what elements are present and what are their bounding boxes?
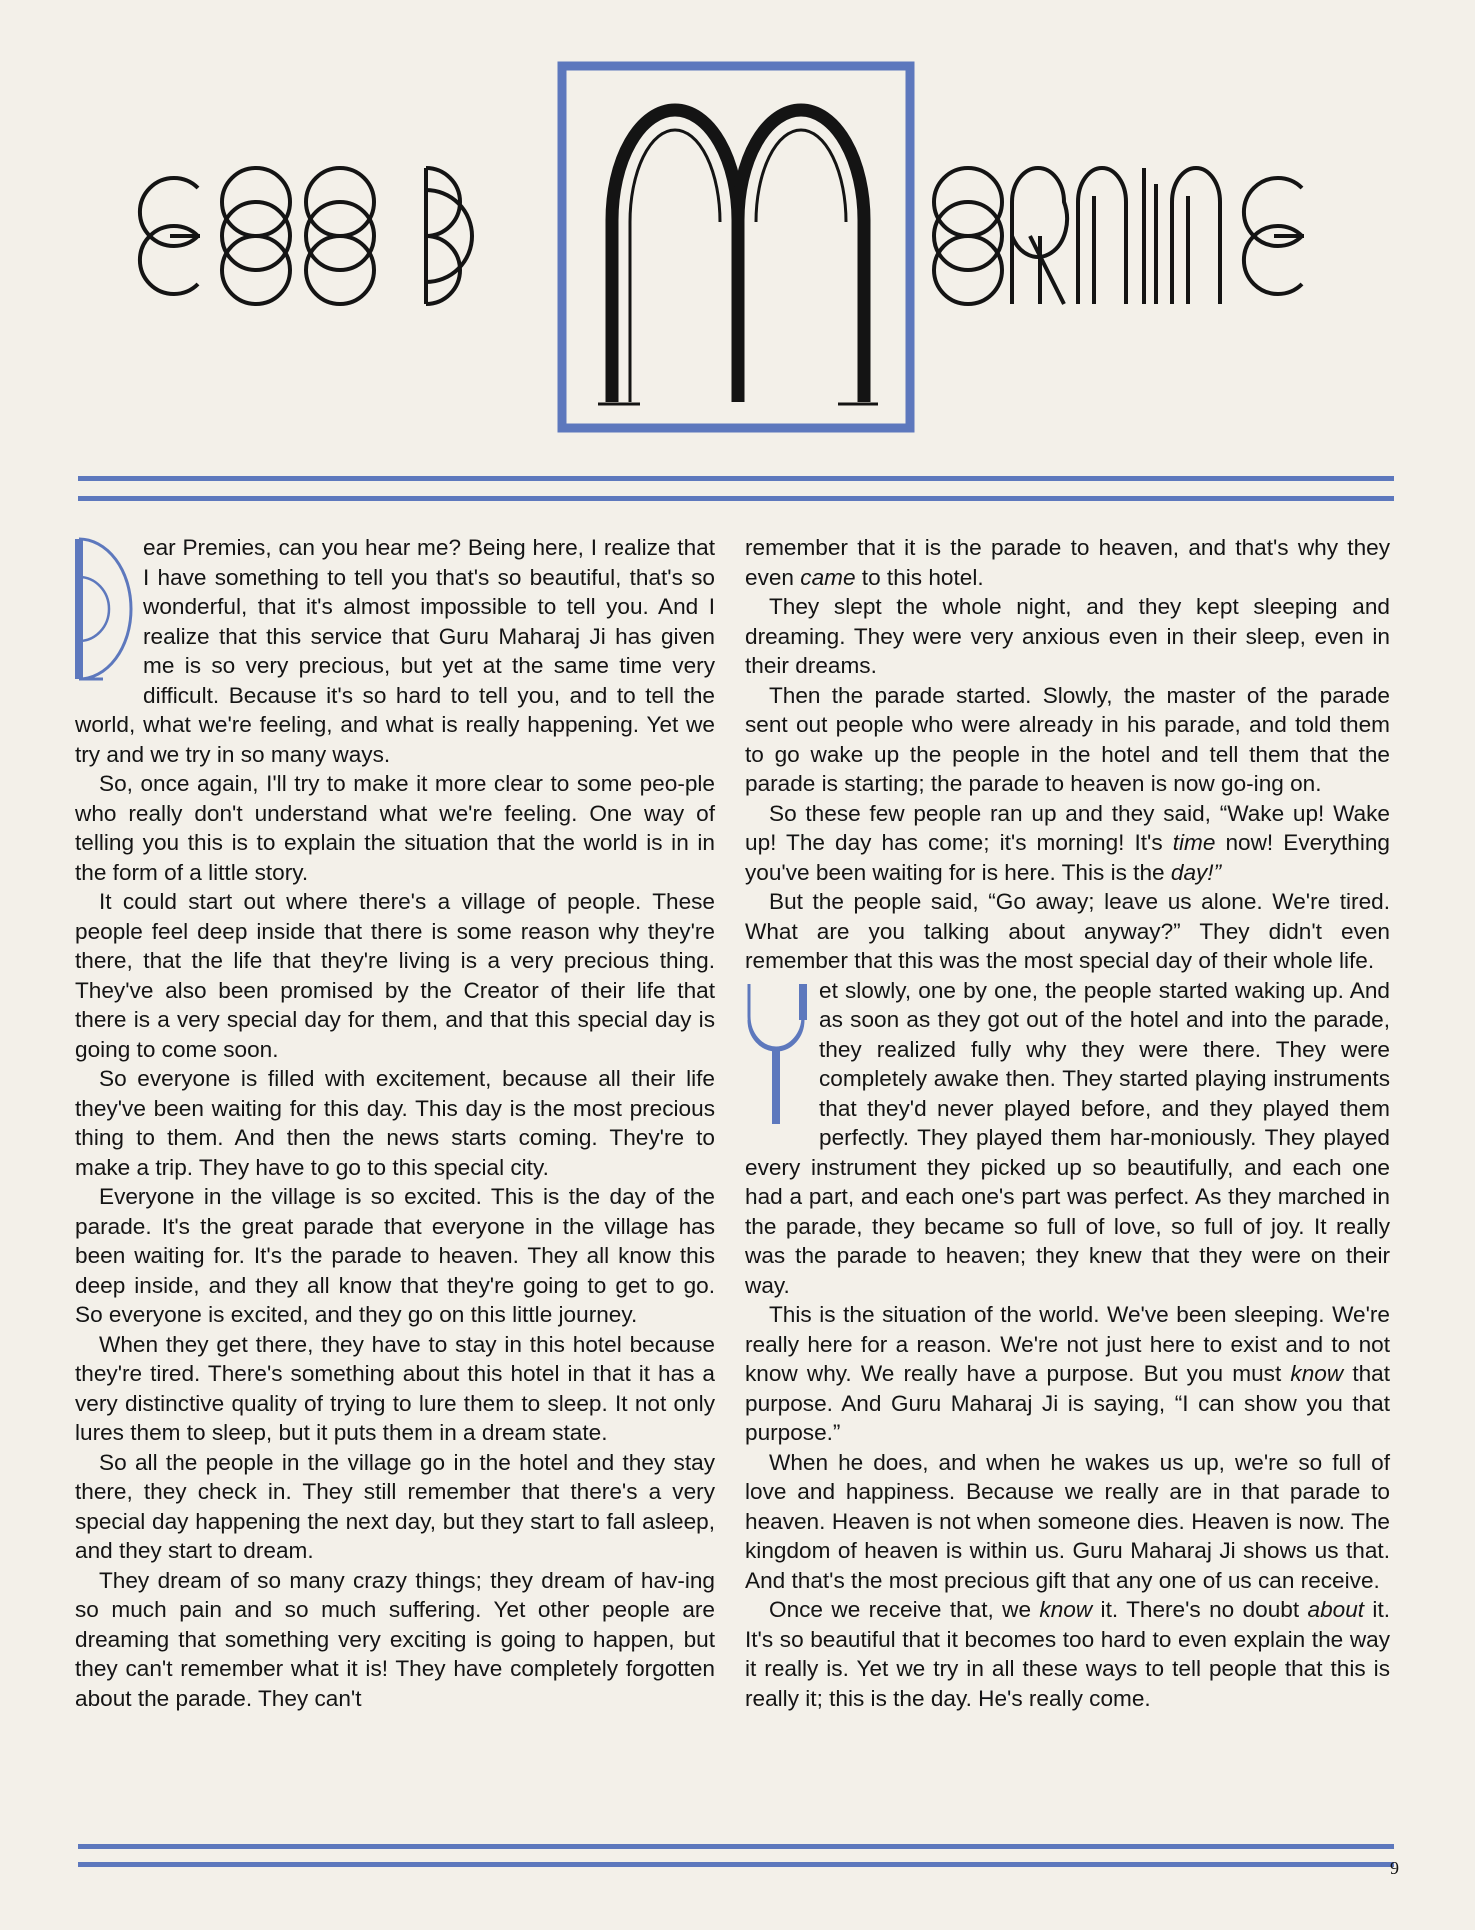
title-letter-g-2 [1244, 178, 1304, 294]
right-p1-b: to this hotel. [855, 564, 984, 590]
right-paragraph-1 [745, 533, 1390, 592]
title-letter-o-1 [222, 168, 290, 304]
right-paragraph-3: Then the parade started. Slowly, the master of the parade sent out people who were already in his parade, and told them to go wake up the people in the hotel and tell them that the parade is starting; the parade to heaven is now go-ing on. [745, 682, 1390, 796]
left-paragraph-1 [75, 533, 715, 769]
right-column [745, 533, 1390, 1713]
title-letter-n-1 [1078, 168, 1126, 304]
drop-cap-y [743, 980, 809, 1128]
page-number: 9 [1390, 1858, 1399, 1878]
title-letter-i [1144, 168, 1156, 304]
right-paragraph-6-text: et slowly, one by one, the people started waking up. And as soon as they got out of the hotel and into the parade, they realized fully why they were there. They were completely awake then. They started playing instruments that they'd never played before, and they played them perfectly. They played them har-moniously. They played every instrument they picked up so beautifully, and each one had a part, and each one's part was perfect. As they marched in the parade, they became so full of love, so full of joy. It really was the parade to heaven; they knew that they were on their way. [745, 977, 1390, 1298]
left-paragraph-7: So all the people in the village go in the hotel and they stay there, they check in. They still remember that there's a very special day happening the next day, but they start to fall asleep, and they start to dream. [75, 1449, 715, 1563]
title-letter-d [426, 168, 472, 304]
bottom-rule-1 [78, 1844, 1394, 1849]
right-p4-em2: day!” [1170, 859, 1222, 885]
top-rule-1 [78, 476, 1394, 481]
right-paragraph-4 [745, 799, 1390, 888]
left-column [75, 533, 715, 1713]
left-paragraph-6: When they get there, they have to stay in this hotel because they're tired. There's something about this hotel in that it has a very distinctive quality of trying to lure them to sleep. It not only lures them to sleep, but it puts them in a dream state. [75, 1331, 715, 1445]
title-letter-n-2 [1172, 168, 1220, 304]
right-p9-em2: about [1307, 1597, 1365, 1622]
left-paragraph-5: Everyone in the village is so excited. This is the day of the parade. It's the great parade that everyone in the village has been waiting for. It's the parade to heaven. They all know this deep inside, and they all know that they're going to get to go. So everyone is excited, and they go on this little journey. [75, 1184, 715, 1327]
drop-cap-d [73, 533, 133, 685]
title-letter-o-2 [306, 168, 374, 304]
right-p9-em1: know [1039, 1597, 1093, 1622]
title-letter-o-3 [934, 168, 1002, 304]
right-paragraph-5: But the people said, “Go away; leave us alone. We're tired. What are you talking about anyway?” They didn't even remember that this was the most special day of their whole life. [745, 889, 1390, 973]
right-paragraph-8: When he does, and when he wakes us up, we're so full of love and happiness. Because we really are in that parade to heaven. Heaven is not when someone dies. Heaven is now. The kingdom of heaven is within us. Guru Maharaj Ji shows us that. And that's the most precious gift that any one of us can receive. [745, 1449, 1390, 1593]
left-paragraph-8: They dream of so many crazy things; they dream of hav-ing so much pain and so much suffering. Yet other people are dreaming that something very exciting is going to happen, but they can't remember what it is! They have completely forgotten about the parade. They can't [75, 1567, 715, 1711]
right-p7-em: know [1290, 1361, 1344, 1386]
title-letter-r [1012, 168, 1067, 304]
right-paragraph-9 [745, 1595, 1390, 1713]
right-paragraph-2: They slept the whole night, and they kept sleeping and dreaming. They were very anxious even in their sleep, even in their dreams. [745, 594, 1390, 678]
right-paragraph-7 [745, 1300, 1390, 1448]
right-p1-a: remember that it is the parade to heaven, and that's why they even [745, 535, 1390, 590]
title-letter-g [140, 178, 200, 294]
left-paragraph-4: So everyone is filled with excitement, because all their life they've been waiting for this day. This day is the most precious thing to them. And then the news starts coming. They're to make a trip. They have to go to this special city. [75, 1066, 715, 1180]
right-p9-c: it. It's so beautiful that it becomes too hard to even explain the way it really is. Yet we try in all these ways to tell people that this is really it; this is the day. He's really come. [745, 1597, 1390, 1711]
right-p4-b: now! Everything you've been waiting for is here. This is the [745, 830, 1391, 885]
right-p7-b: that purpose. And Guru Maharaj Ji is saying, “I can show you that purpose.” [745, 1361, 1391, 1445]
left-paragraph-2: So, once again, I'll try to make it more clear to some peo-ple who really don't understand what we're feeling. One way of telling you this is to explain the situation that the world is in in the form of a little story. [75, 771, 715, 885]
right-p1-em: came [800, 564, 856, 590]
title-letter-m [598, 110, 878, 404]
right-p9-b: it. There's no doubt [1092, 1597, 1308, 1622]
left-paragraph-1-text: ear Premies, can you hear me? Being here, I realize that I have something to tell you that's so beautiful, that's so wonderful, that it's almost impossible to tell you. And I realize that this service that Guru Maharaj Ji has given me is so very precious, but yet at the same time very difficult. Because it's so hard to tell you, and to tell the world, what we're feeling, and what is really happening. Yet we try and we try in so many ways. [75, 535, 715, 767]
top-rule-2 [78, 496, 1394, 501]
right-paragraph-6 [745, 976, 1390, 1301]
right-p9-a: Once we receive that, we [769, 1597, 1040, 1622]
right-p7-a: This is the situation of the world. We've been sleeping. We're really here for a reason. We're not just here to exist and to not know why. We really have a purpose. But you must [745, 1302, 1390, 1386]
left-paragraph-3: It could start out where there's a village of people. These people feel deep inside that there is some reason why they're there, that the life that they're living is a very precious thing. They've also been promised by the Creator of their life that there is a very special day for them, and that this special day is going to come soon. [75, 889, 715, 1062]
title-good-morning [0, 0, 1475, 460]
bottom-rule-2 [78, 1862, 1394, 1867]
right-p4-a: So these few people ran up and they said, “Wake up! Wake up! The day has come; it's morning! It's [745, 800, 1390, 855]
right-p4-em1: time [1172, 830, 1216, 855]
